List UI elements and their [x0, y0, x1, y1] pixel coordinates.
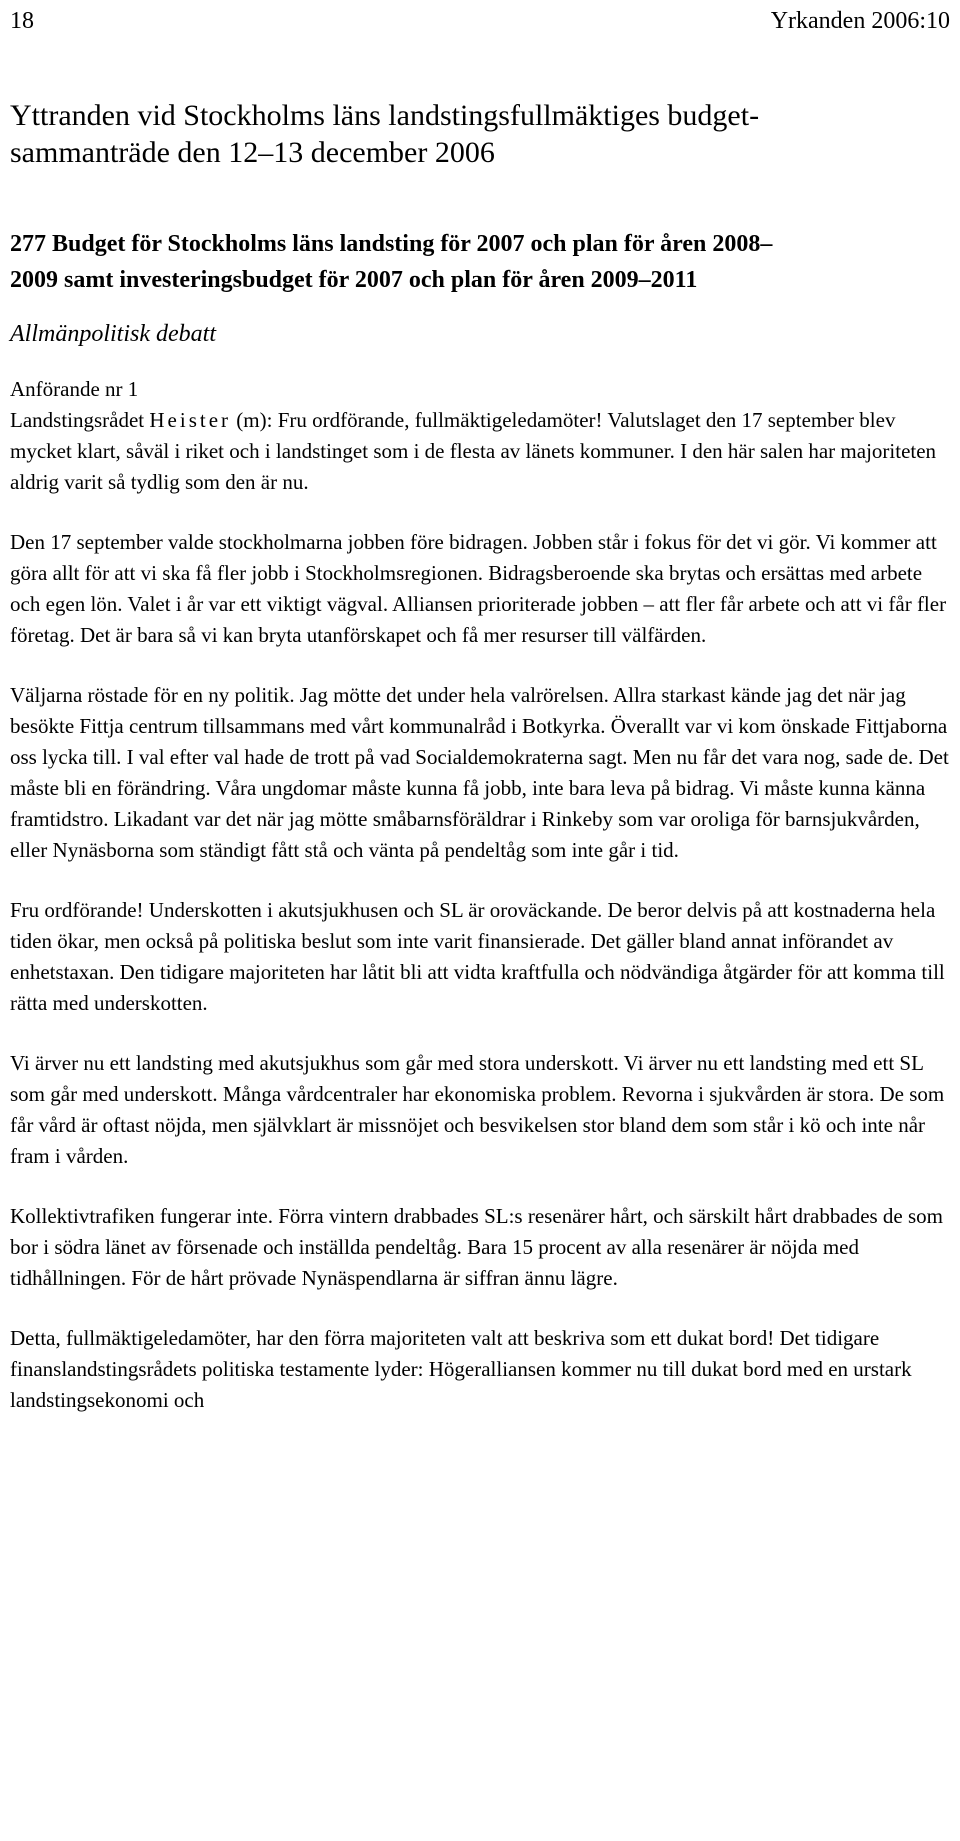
speech-opening-text: Fru ordförande, fullmäktigeledamöter! Valutslaget den 17 september blev mycket klart, såväl i riket och i landstinget som i de flesta av länets kommuner. I den här salen har majoriteten aldrig varit så tydlig som den är nu.: [10, 408, 937, 494]
speaker-name: Heister: [149, 408, 232, 432]
document-title-line-2: sammanträde den 12–13 december 2006: [10, 136, 495, 169]
speech-paragraph: Vi ärver nu ett landsting med akutsjukhus som går med stora underskott. Vi ärver nu ett landsting med ett SL som går med underskott. Många vårdcentraler har ekonomiska problem. Revorna i sjukvården är stora. De som får vård är oftast nöjda, men självklart är missnöjet och besvikelsen stor bland dem som står i kö och inte når fram i vården.: [10, 1051, 945, 1168]
speaker-party: (m):: [236, 408, 273, 432]
speech-paragraph: Detta, fullmäktigeledamöter, har den förra majoriteten valt att beskriva som ett dukat bord! Det tidigare finanslandstingsrådets politiska testamente lyder: Högeralliansen kommer nu till dukat bord med en urstark landstingsekonomi och: [10, 1326, 912, 1412]
document-title-line-1: Yttranden vid Stockholms läns landstingsfullmäktiges budget-: [10, 99, 760, 132]
speaker-role: Landstingsrådet: [10, 408, 145, 432]
page-number: 18: [10, 8, 34, 34]
speech-number: Anförande nr 1: [10, 377, 139, 401]
agenda-item-heading-line-1: 277 Budget för Stockholms läns landsting för 2007 och plan för åren 2008–: [10, 231, 773, 257]
speech-body: [10, 405, 950, 1416]
speech-paragraph: Den 17 september valde stockholmarna jobben före bidragen. Jobben står i fokus för det vi gör. Vi kommer att göra allt för att vi ska få fler jobb i Stockholmsregionen. Bidragsberoende ska brytas och ersättas med arbete och egen lön. Valet i år var ett viktigt vägval. Alliansen prioriterade jobben – att fler får arbete och att vi får fler företag. Det är bara så vi kan bryta utanförskapet och få mer resurser till välfärden.: [10, 530, 947, 647]
speech-opening-paragraph: [10, 405, 950, 498]
speech-paragraph: Fru ordförande! Underskotten i akutsjukhusen och SL är oroväckande. De beror delvis på att kostnaderna hela tiden ökar, men också på politiska beslut som inte varit finansierade. Det gäller bland annat införandet av enhetstaxan. Den tidigare majoriteten har låtit bli att vidta kraftfulla och nödvändiga åtgärder för att komma till rätta med underskotten.: [10, 898, 945, 1015]
speech-paragraph: Väljarna röstade för en ny politik. Jag mötte det under hela valrörelsen. Allra starkast kände jag det när jag besökte Fittja centrum tillsammans med vårt kommunalråd i Botkyrka. Överallt var vi kom önskade Fittjaborna oss lycka till. I val efter val hade de trott på vad Socialdemokraterna sagt. Men nu får det vara nog, sade de. Det måste bli en förändring. Våra ungdomar måste kunna få jobb, inte bara leva på bidrag. Vi måste kunna känna framtidstro. Likadant var det när jag mötte småbarnsföräldrar i Rinkeby som var oroliga för barnsjukvården, eller Nynäsborna som ständigt fått stå och vänta på pendeltåg som inte går i tid.: [10, 683, 949, 862]
speech-paragraph: Kollektivtrafiken fungerar inte. Förra vintern drabbades SL:s resenärer hårt, och särskilt hårt drabbades de som bor i södra länet av försenade och inställda pendeltåg. Bara 15 procent av alla resenärer är nöjda med tidhållningen. För de hårt prövade Nynäspendlarna är siffran ännu lägre.: [10, 1204, 944, 1290]
agenda-item-heading: [10, 226, 950, 298]
document-reference: Yrkanden 2006:10: [770, 8, 950, 34]
running-header: [10, 6, 950, 36]
page-content: [10, 97, 950, 1416]
agenda-item-heading-line-2: 2009 samt investeringsbudget för 2007 och plan för åren 2009–2011: [10, 267, 698, 293]
debate-heading: Allmänpolitisk debatt: [10, 321, 216, 347]
document-title: [10, 97, 950, 171]
